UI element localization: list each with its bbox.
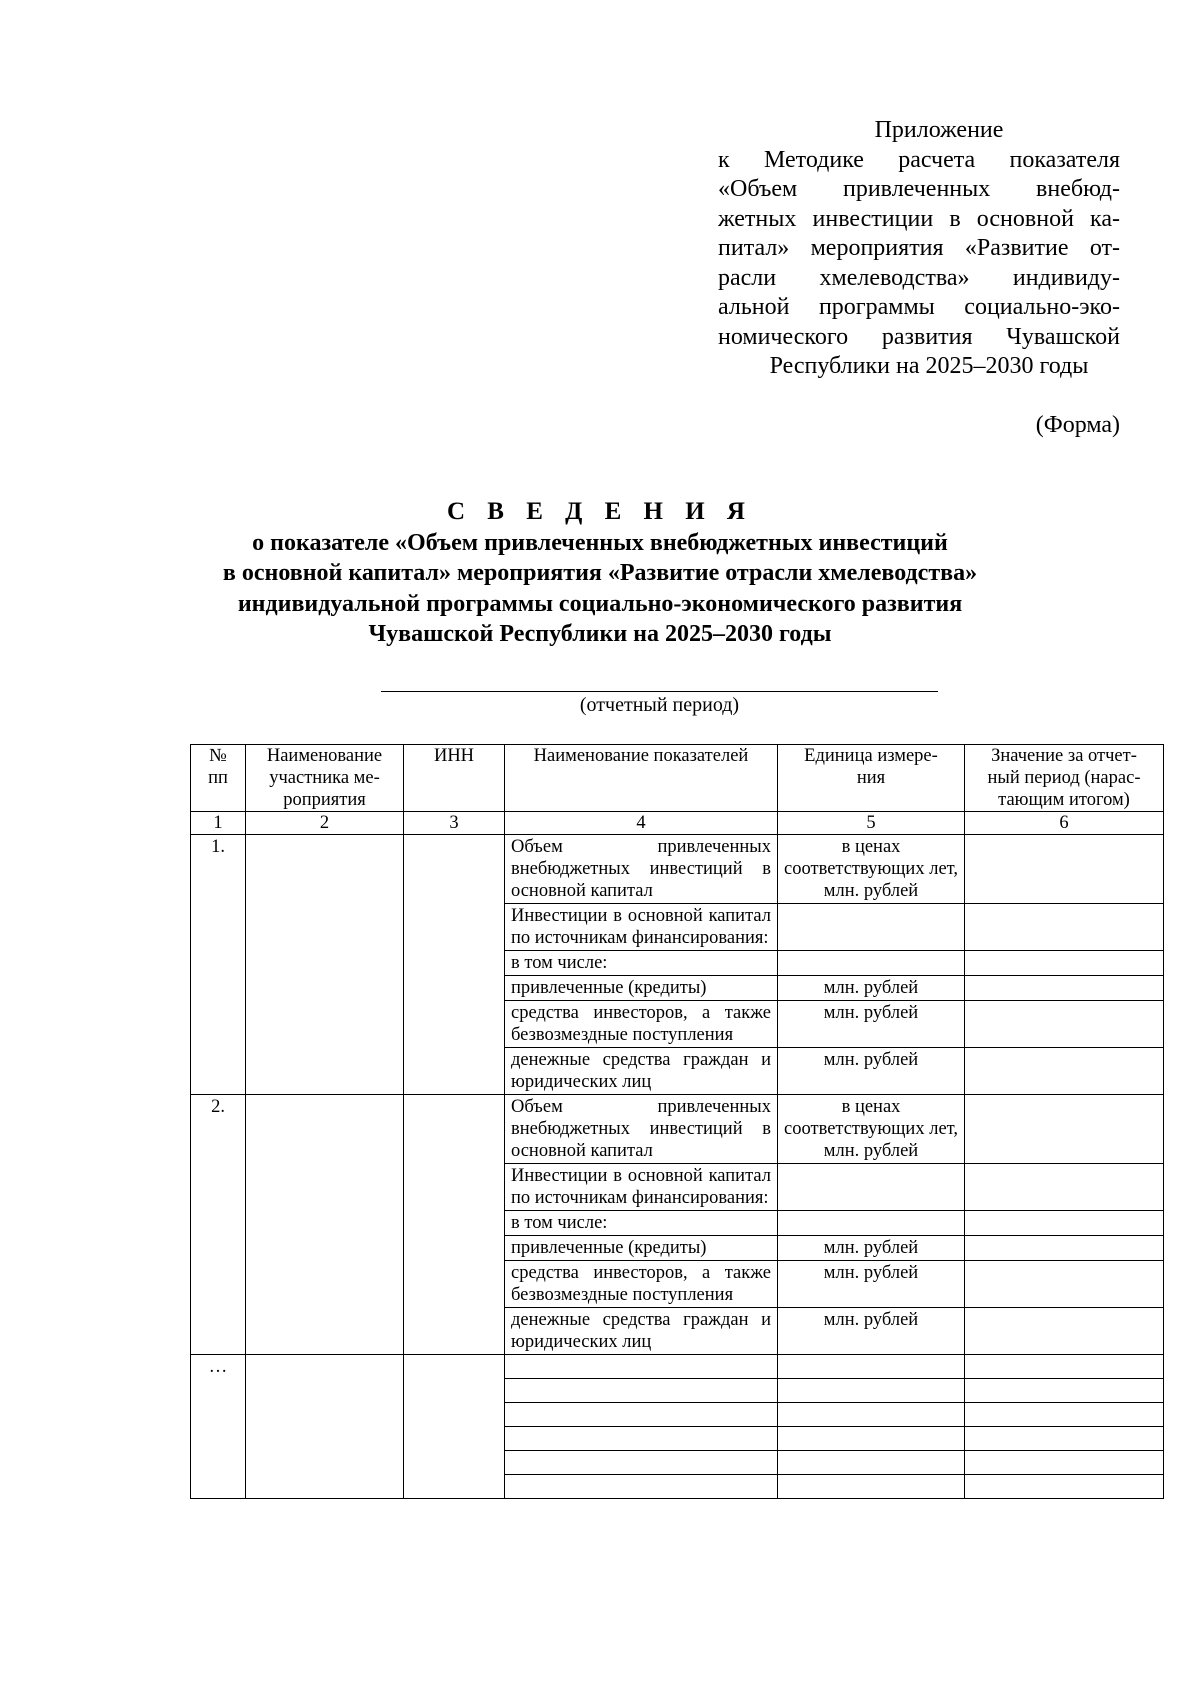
unit-of-measure (778, 951, 965, 976)
value-cell (965, 1236, 1164, 1261)
unit-of-measure: млн. рублей (778, 976, 965, 1001)
table-row (191, 835, 1164, 904)
indicator-name: Инвестиции в основной капитал по источникам финансирования: (505, 904, 778, 951)
indicator-name (505, 1427, 778, 1451)
heading-line-2: в основной капитал» мероприятия «Развитие отрасли хмелеводства» (222, 560, 978, 586)
indicator-name (505, 1451, 778, 1475)
value-cell (965, 1379, 1164, 1403)
indicator-name (505, 1379, 778, 1403)
appendix-line: питал» мероприятия «Развитие от- (718, 235, 1120, 261)
indicator-name: в том числе: (505, 1211, 778, 1236)
appendix-line: к Методике расчета показателя «Объем привлеченных внебюд- (718, 146, 1120, 202)
row-number: 1. (191, 835, 246, 1095)
inn-cell (404, 835, 505, 1095)
heading-line-1: о показателе «Объем привлеченных внебюджетных инвестиций (252, 529, 948, 556)
column-header: Значение за отчет- ный период (нарас- тающим итогом) (965, 745, 1164, 812)
indicator-name: средства инвесторов, а также безвозмездные поступления (505, 1001, 778, 1048)
document-title: С В Е Д Е Н И Я (447, 498, 753, 525)
form-label: (Форма) (1035, 412, 1120, 438)
indicator-name: в том числе: (505, 951, 778, 976)
column-header: Единица измере- ния (778, 745, 965, 812)
value-cell (965, 1475, 1164, 1499)
value-cell (965, 1308, 1164, 1355)
header-row (191, 745, 1164, 812)
unit-of-measure: в ценах соответствующих лет, млн. рублей (778, 835, 965, 904)
unit-of-measure (778, 1379, 965, 1403)
unit-of-measure: млн. рублей (778, 1048, 965, 1095)
column-number: 6 (965, 812, 1164, 835)
column-number: 2 (246, 812, 404, 835)
unit-of-measure (778, 1475, 965, 1499)
row-number: … (191, 1355, 246, 1499)
indicator-name (505, 1355, 778, 1379)
appendix-title: Приложение (874, 117, 1004, 143)
unit-of-measure (778, 1355, 965, 1379)
value-cell (965, 1427, 1164, 1451)
column-header: № пп (191, 745, 246, 812)
value-cell (965, 904, 1164, 951)
column-header: Наименование участника ме- роприятия (246, 745, 404, 812)
period-fill-line (381, 691, 938, 692)
indicator-name: Объем привлеченных внебюджетных инвестиций в основной капитал (505, 1095, 778, 1164)
indicator-name (505, 1475, 778, 1499)
appendix-line: жетных инвестиции в основной ка- (718, 205, 1120, 232)
value-cell (965, 1211, 1164, 1236)
indicator-name: привлеченные (кредиты) (505, 1236, 778, 1261)
value-cell (965, 976, 1164, 1001)
inn-cell (404, 1355, 505, 1499)
unit-of-measure (778, 904, 965, 951)
value-cell (965, 1355, 1164, 1379)
unit-of-measure: млн. рублей (778, 1001, 965, 1048)
period-label: (отчетный период) (579, 694, 740, 716)
value-cell (965, 835, 1164, 904)
appendix-line: номического развития Чувашской (718, 323, 1120, 350)
indicator-name: денежные средства граждан и юридических лиц (505, 1308, 778, 1355)
participant-name-cell (246, 1095, 404, 1355)
appendix-block (718, 116, 1120, 382)
participant-name-cell (246, 1355, 404, 1499)
value-cell (965, 951, 1164, 976)
column-number: 3 (404, 812, 505, 835)
row-number: 2. (191, 1095, 246, 1355)
unit-of-measure: млн. рублей (778, 1308, 965, 1355)
heading-line-4: Чувашской Республики на 2025–2030 годы (368, 621, 832, 647)
value-cell (965, 1095, 1164, 1164)
column-number-row (191, 812, 1164, 835)
unit-of-measure (778, 1451, 965, 1475)
unit-of-measure: в ценах соответствующих лет, млн. рублей (778, 1095, 965, 1164)
column-number: 4 (505, 812, 778, 835)
indicator-name (505, 1403, 778, 1427)
indicator-name: Объем привлеченных внебюджетных инвестиций в основной капитал (505, 835, 778, 904)
unit-of-measure (778, 1164, 965, 1211)
indicator-name: денежные средства граждан и юридических лиц (505, 1048, 778, 1095)
column-header: ИНН (404, 745, 505, 812)
appendix-line: расли хмелеводства» индивиду- (718, 264, 1120, 291)
value-cell (965, 1164, 1164, 1211)
column-number: 1 (191, 812, 246, 835)
indicator-name: Инвестиции в основной капитал по источникам финансирования: (505, 1164, 778, 1211)
value-cell (965, 1261, 1164, 1308)
unit-of-measure: млн. рублей (778, 1261, 965, 1308)
unit-of-measure (778, 1211, 965, 1236)
indicators-table (190, 744, 1164, 1499)
participant-name-cell (246, 835, 404, 1095)
value-cell (965, 1451, 1164, 1475)
appendix-text (718, 146, 1120, 353)
table-row (191, 1095, 1164, 1164)
unit-of-measure: млн. рублей (778, 1236, 965, 1261)
appendix-last-line: Республики на 2025–2030 годы (769, 353, 1089, 379)
column-number: 5 (778, 812, 965, 835)
unit-of-measure (778, 1403, 965, 1427)
value-cell (965, 1001, 1164, 1048)
value-cell (965, 1048, 1164, 1095)
indicator-name: привлеченные (кредиты) (505, 976, 778, 1001)
unit-of-measure (778, 1427, 965, 1451)
indicator-name: средства инвесторов, а также безвозмездные поступления (505, 1261, 778, 1308)
document-heading (0, 497, 1200, 650)
inn-cell (404, 1095, 505, 1355)
value-cell (965, 1403, 1164, 1427)
heading-line-3: индивидуальной программы социально-экономического развития (237, 590, 963, 617)
table-row (191, 1355, 1164, 1379)
column-header: Наименование показателей (505, 745, 778, 812)
appendix-line: альной программы социально-эко- (718, 294, 1120, 320)
